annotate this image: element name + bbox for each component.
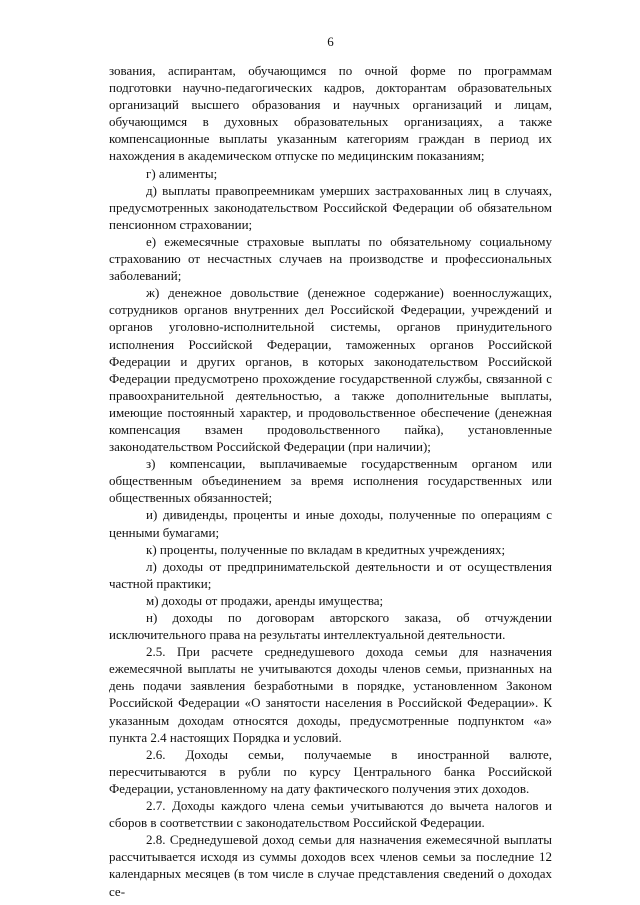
paragraph-item-l: л) доходы от предпринимательской деятельности и от осуществления частной практики; xyxy=(109,558,552,591)
paragraph-item-z: з) компенсации, выплачиваемые государственным органом или общественным объединением за время исполнения государственных или общественных обязанностей; xyxy=(109,456,552,506)
page-number: 6 xyxy=(327,34,334,49)
paragraph-item-zh: ж) денежное довольствие (денежное содержание) военнослужащих, сотрудников органов внутренних дел Российской Федерации, учреждений и органов уголовно-исполнительной системы, органов принудительного исполнения Российской Федерации, таможенных органов Российской Федерации и других органов, в которых законодательством Российской Федерации предусмотрено прохождение государственной службы, связанной с правоохранительной деятельностью, а также дополнительные выплаты, имеющие постоянный характер, и продовольственное обеспечение (денежная компенсация взамен продовольственного пайка), установленные законодательством Российской Федерации (при наличии); xyxy=(109,285,552,455)
paragraph-item-i: и) дивиденды, проценты и иные доходы, полученные по операциям с ценными бумагами; xyxy=(109,507,552,540)
paragraph-item-k: к) проценты, полученные по вкладам в кредитных учреждениях; xyxy=(146,541,506,557)
paragraph-clause-2-8: 2.8. Среднедушевой доход семьи для назначения ежемесячной выплаты рассчитывается исходя из суммы доходов всех членов семьи за последние 12 календарных месяцев (в том числе в случае представления сведений о доходах се- xyxy=(109,832,552,899)
paragraph-item-n: н) доходы по договорам авторского заказа, об отчуждении исключительного права на результаты интеллектуальной деятельности. xyxy=(109,610,552,643)
paragraph-clause-2-7: 2.7. Доходы каждого члена семьи учитываются до вычета налогов и сборов в соответствии с законодательством Российской Федерации. xyxy=(109,798,552,831)
paragraph-item-e: е) ежемесячные страховые выплаты по обязательному социальному страхованию от несчастных случаев на производстве и профессиональных заболеваний; xyxy=(109,233,552,284)
paragraph-item-g: г) алименты; xyxy=(146,165,218,181)
paragraph-clause-2-6: 2.6. Доходы семьи, получаемые в иностранной валюте, пересчитываются в рубли по курсу Центрального банка Российской Федерации, установленному на дату фактического получения этих доходов. xyxy=(109,746,552,796)
document-body xyxy=(109,62,552,900)
paragraph-continuation: зования, аспирантам, обучающимся по очной форме по программам подготовки научно-педагогических кадров, докторантам образовательных организаций высшего образования и научных организаций и лицам, обучающимся в духовных образовательных организациях, а также компенсационные выплаты указанным категориям граждан в период их нахождения в академическом отпуске по медицинским показаниям; xyxy=(109,63,552,164)
paragraph-item-d: д) выплаты правопреемникам умерших застрахованных лиц в случаях, предусмотренных законодательством Российской Федерации об обязательном пенсионном страховании; xyxy=(109,182,552,232)
paragraph-clause-2-5: 2.5. При расчете среднедушевого дохода семьи для назначения ежемесячной выплаты не учитываются доходы членов семьи, признанных на день подачи заявления безработными в порядке, установленном Законом Российской Федерации «О занятости населения в Российской Федерации». К указанным доходам относятся доходы, предусмотренные подпунктом «а» пункта 2.4 настоящих Порядка и условий. xyxy=(109,644,552,745)
paragraph-item-m: м) доходы от продажи, аренды имущества; xyxy=(146,592,384,608)
